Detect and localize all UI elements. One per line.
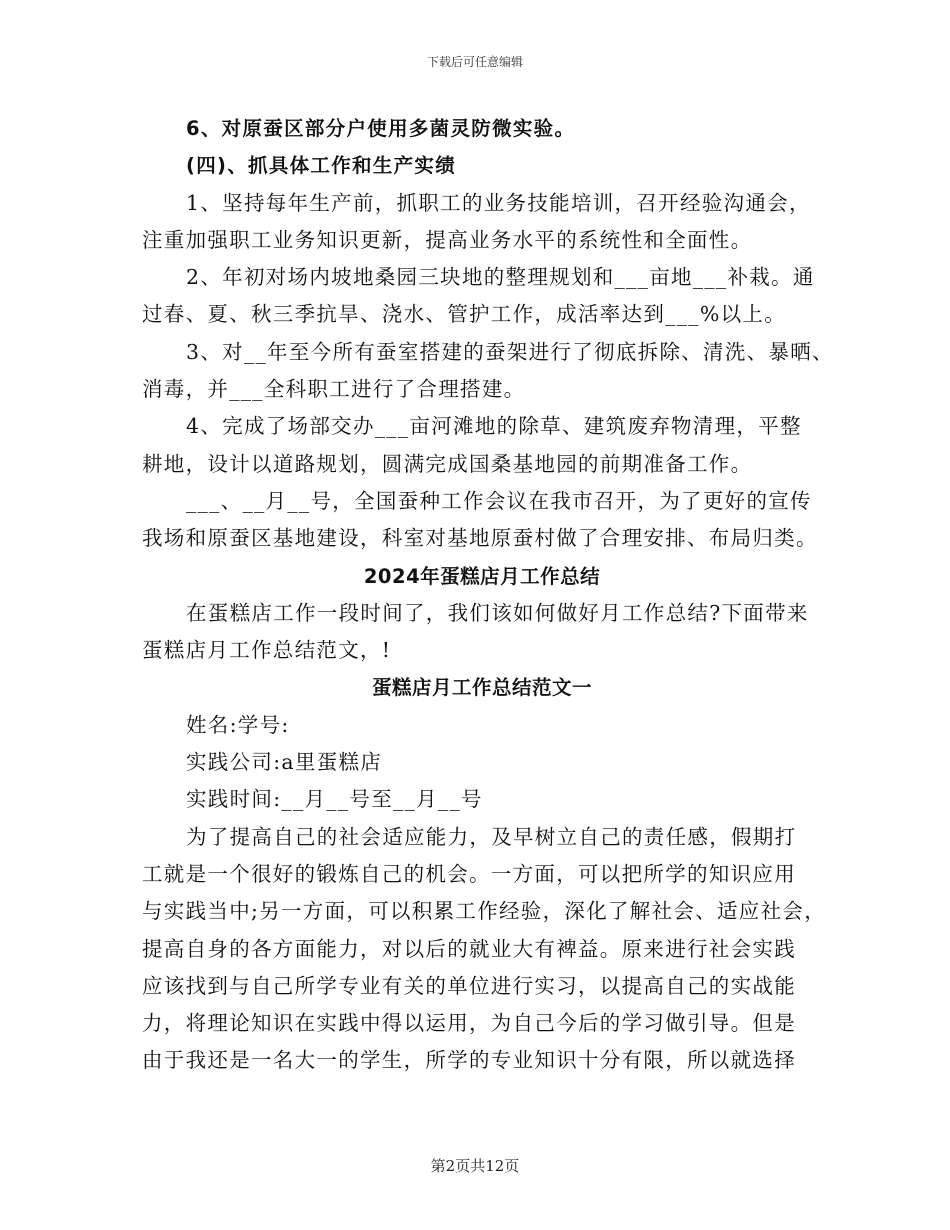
paragraph-line: 耕地，设计以道路规划，圆满完成国桑基地园的前期准备工作。	[142, 451, 753, 476]
page-header: 下载后可任意编辑	[426, 55, 523, 69]
company-field-line: 实践公司:a里蛋糕店	[186, 750, 383, 775]
paragraph-line: 与实践当中;另一方面，可以积累工作经验，深化了解社会、适应社会，	[142, 899, 827, 924]
paragraph-line: 注重加强职工业务知识更新，提高业务水平的系统性和全面性。	[142, 227, 753, 252]
paragraph-line: 3、对__年至今所有蚕室搭建的蚕架进行了彻底拆除、清洗、暴晒、	[186, 339, 834, 364]
paragraph-line: 应该找到与自己所学专业有关的单位进行实习，以提高自己的实战能	[142, 973, 796, 998]
paragraph-line: 为了提高自己的社会适应能力，及早树立自己的责任感，假期打	[186, 824, 797, 849]
name-field-line: 姓名:学号:	[186, 712, 290, 737]
paragraph-line: 提高自身的各方面能力，对以后的就业大有裨益。原来进行社会实践	[142, 936, 796, 961]
time-field-line: 实践时间:__月__号至__月__号	[186, 787, 483, 812]
paragraph-line: ___、__月__号，全国蚕种工作会议在我市召开，为了更好的宣传	[186, 488, 812, 513]
paragraph-line: 4、完成了场部交办___亩河滩地的除草、建筑废弃物清理，平整	[186, 414, 802, 439]
paragraph-line: 力，将理论知识在实践中得以运用，为自己今后的学习做引导。但是	[142, 1011, 796, 1036]
sample-title: 蛋糕店月工作总结范文一	[371, 676, 592, 700]
list-item-6-heading: 6、对原蚕区部分户使用多菌灵防微实验。	[186, 117, 576, 140]
paragraph-line: 1、坚持每年生产前，抓职工的业务技能培训，召开经验沟通会，	[186, 190, 811, 215]
paragraph-line: 在蛋糕店工作一段时间了，我们该如何做好月工作总结?下面带来	[186, 600, 809, 625]
page-footer: 第2页共12页	[430, 1157, 520, 1175]
article-title: 2024年蛋糕店月工作总结	[363, 564, 601, 588]
paragraph-line: 工就是一个很好的锻炼自己的机会。一方面，可以把所学的知识应用	[142, 861, 796, 886]
paragraph-line: 过春、夏、秋三季抗旱、浇水、管护工作，成活率达到___%以上。	[142, 302, 787, 327]
paragraph-line: 由于我还是一名大一的学生，所学的专业知识十分有限，所以就选择	[142, 1048, 796, 1073]
document-body	[142, 110, 834, 1080]
paragraph-line: 我场和原蚕区基地建设，科室对基地原蚕村做了合理安排、布局归类。	[142, 526, 818, 551]
paragraph-line: 消毒，并___全科职工进行了合理搭建。	[142, 377, 526, 402]
paragraph-line: 蛋糕店月工作总结范文，!	[142, 638, 392, 663]
paragraph-line: 2、年初对场内坡地桑园三块地的整理规划和___亩地___补栽。通	[186, 265, 815, 290]
section-heading-four: (四)、抓具体工作和生产实绩	[186, 154, 457, 178]
